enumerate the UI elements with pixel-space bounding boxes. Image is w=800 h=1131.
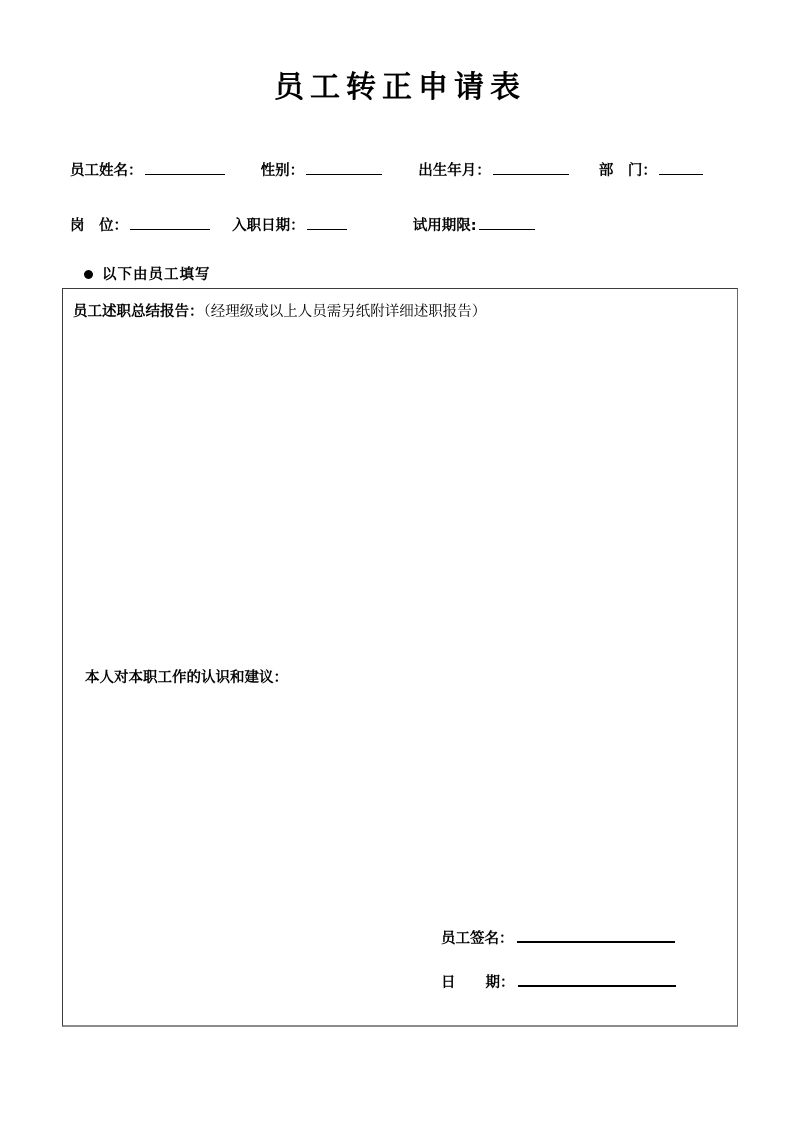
field-birth-date (418, 158, 569, 184)
field-department (599, 158, 703, 184)
employee-section-box (62, 288, 738, 1027)
field-hire-date-label: 入职日期： (232, 218, 305, 234)
field-employee-name (70, 158, 225, 184)
field-hire-date-input[interactable] (307, 214, 347, 230)
field-probation-period-label: 试用期限: (412, 218, 477, 234)
field-probation-period-input[interactable] (479, 214, 535, 230)
report-heading (73, 301, 486, 323)
bullet-dot-icon (84, 270, 93, 279)
employee-fill-note (84, 264, 211, 286)
field-position (70, 213, 210, 239)
report-heading-main: 员工述职总结报告： (73, 304, 204, 320)
field-gender (261, 158, 383, 184)
field-position-label: 岗 位： (70, 218, 128, 234)
info-row-1 (70, 158, 750, 184)
field-employee-name-input[interactable] (145, 159, 225, 175)
employee-fill-note-label: 以下由员工填写 (102, 267, 211, 283)
field-gender-label: 性别： (260, 163, 305, 179)
field-department-input[interactable] (659, 159, 703, 175)
field-employee-name-label: 员工姓名： (70, 163, 143, 179)
date-label (441, 972, 515, 994)
employee-signature-input[interactable] (517, 926, 675, 943)
field-hire-date (232, 213, 347, 239)
field-birth-date-input[interactable] (493, 159, 569, 175)
field-position-input[interactable] (130, 214, 210, 230)
field-department-label: 部 门： (598, 163, 657, 179)
date-line (441, 970, 691, 1014)
employee-signature-line (441, 926, 691, 970)
opinion-heading: 本人对本职工作的认识和建议： (85, 670, 288, 686)
field-gender-input[interactable] (306, 159, 382, 175)
field-probation-period (413, 213, 535, 239)
date-label-part1: 日 (441, 975, 456, 991)
signature-block (441, 926, 691, 1014)
date-label-part2: 期： (485, 975, 515, 991)
field-birth-date-label: 出生年月： (418, 163, 491, 179)
employee-signature-label: 员工签名： (441, 931, 514, 947)
date-input[interactable] (518, 970, 676, 987)
info-row-2 (70, 213, 750, 239)
report-heading-note: （经理级或以上人员需另纸附详细述职报告） (203, 304, 487, 320)
page-title: 员工转正申请表 (274, 70, 526, 105)
